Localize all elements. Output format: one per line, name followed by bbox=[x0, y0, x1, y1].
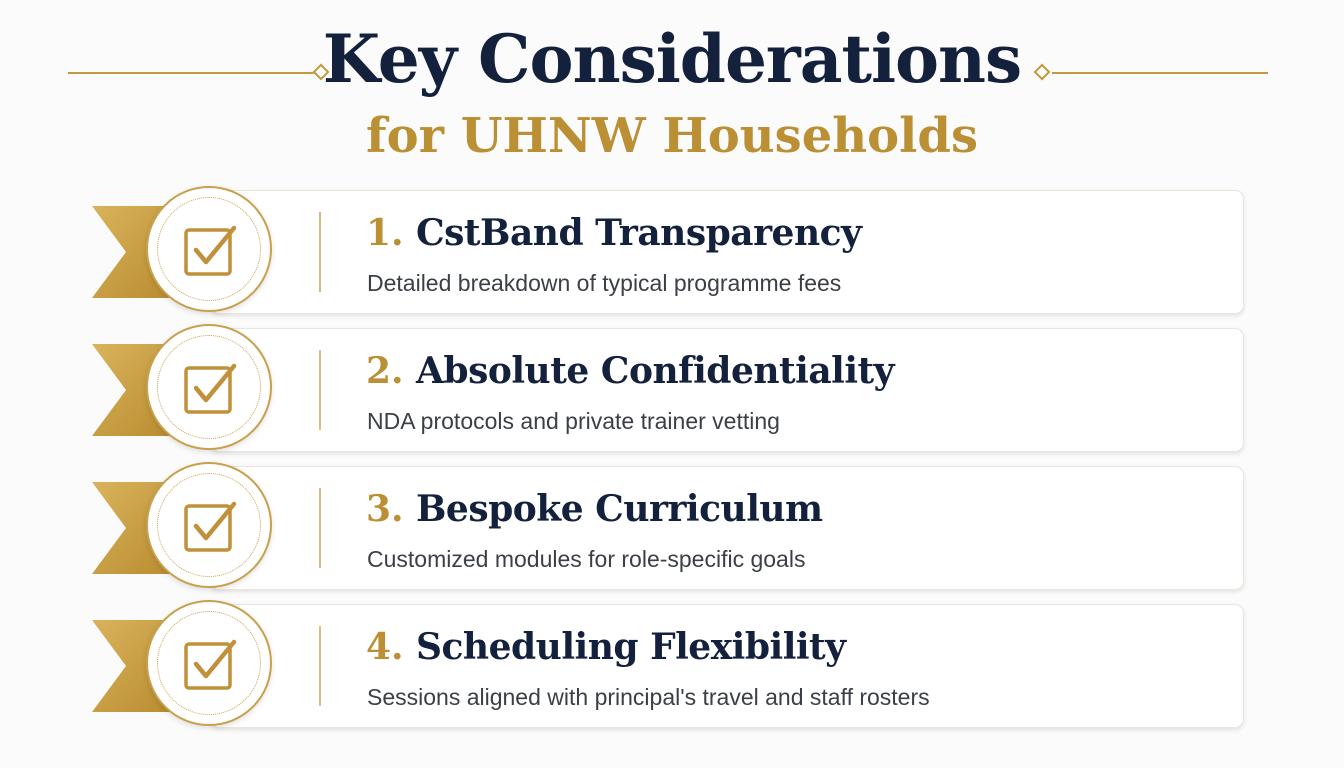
check-badge bbox=[146, 462, 272, 588]
item-description: Sessions aligned with principal's travel and staff rosters bbox=[367, 684, 930, 710]
vertical-divider bbox=[319, 626, 321, 706]
item-title: Absolute Confidentiality bbox=[416, 350, 895, 392]
consideration-item-3 bbox=[90, 462, 1250, 590]
item-title: Bespoke Curriculum bbox=[416, 488, 823, 530]
checkbox-check-icon bbox=[180, 634, 240, 694]
vertical-divider bbox=[319, 212, 321, 292]
consideration-item-2 bbox=[90, 324, 1250, 452]
checkbox-check-icon bbox=[180, 358, 240, 418]
page-subtitle: for UHNW Households bbox=[366, 108, 978, 164]
item-title: Scheduling Flexibility bbox=[416, 626, 846, 668]
checkbox-check-icon bbox=[180, 496, 240, 556]
item-number: 1. bbox=[366, 212, 404, 254]
consideration-item-1 bbox=[90, 186, 1250, 314]
item-number: 2. bbox=[366, 350, 404, 392]
item-description: Customized modules for role-specific goals bbox=[367, 546, 806, 572]
vertical-divider bbox=[319, 488, 321, 568]
checkbox-check-icon bbox=[180, 220, 240, 280]
item-number: 4. bbox=[366, 626, 404, 668]
check-badge bbox=[146, 600, 272, 726]
vertical-divider bbox=[319, 350, 321, 430]
check-badge bbox=[146, 186, 272, 312]
item-description: NDA protocols and private trainer vetting bbox=[367, 408, 780, 434]
item-description: Detailed breakdown of typical programme fees bbox=[367, 270, 842, 296]
page-title: Key Considerations bbox=[322, 20, 1022, 98]
header bbox=[0, 0, 1344, 180]
item-number: 3. bbox=[366, 488, 404, 530]
check-badge bbox=[146, 324, 272, 450]
consideration-item-4 bbox=[90, 600, 1250, 728]
item-title: CstBand Transparency bbox=[416, 212, 862, 254]
